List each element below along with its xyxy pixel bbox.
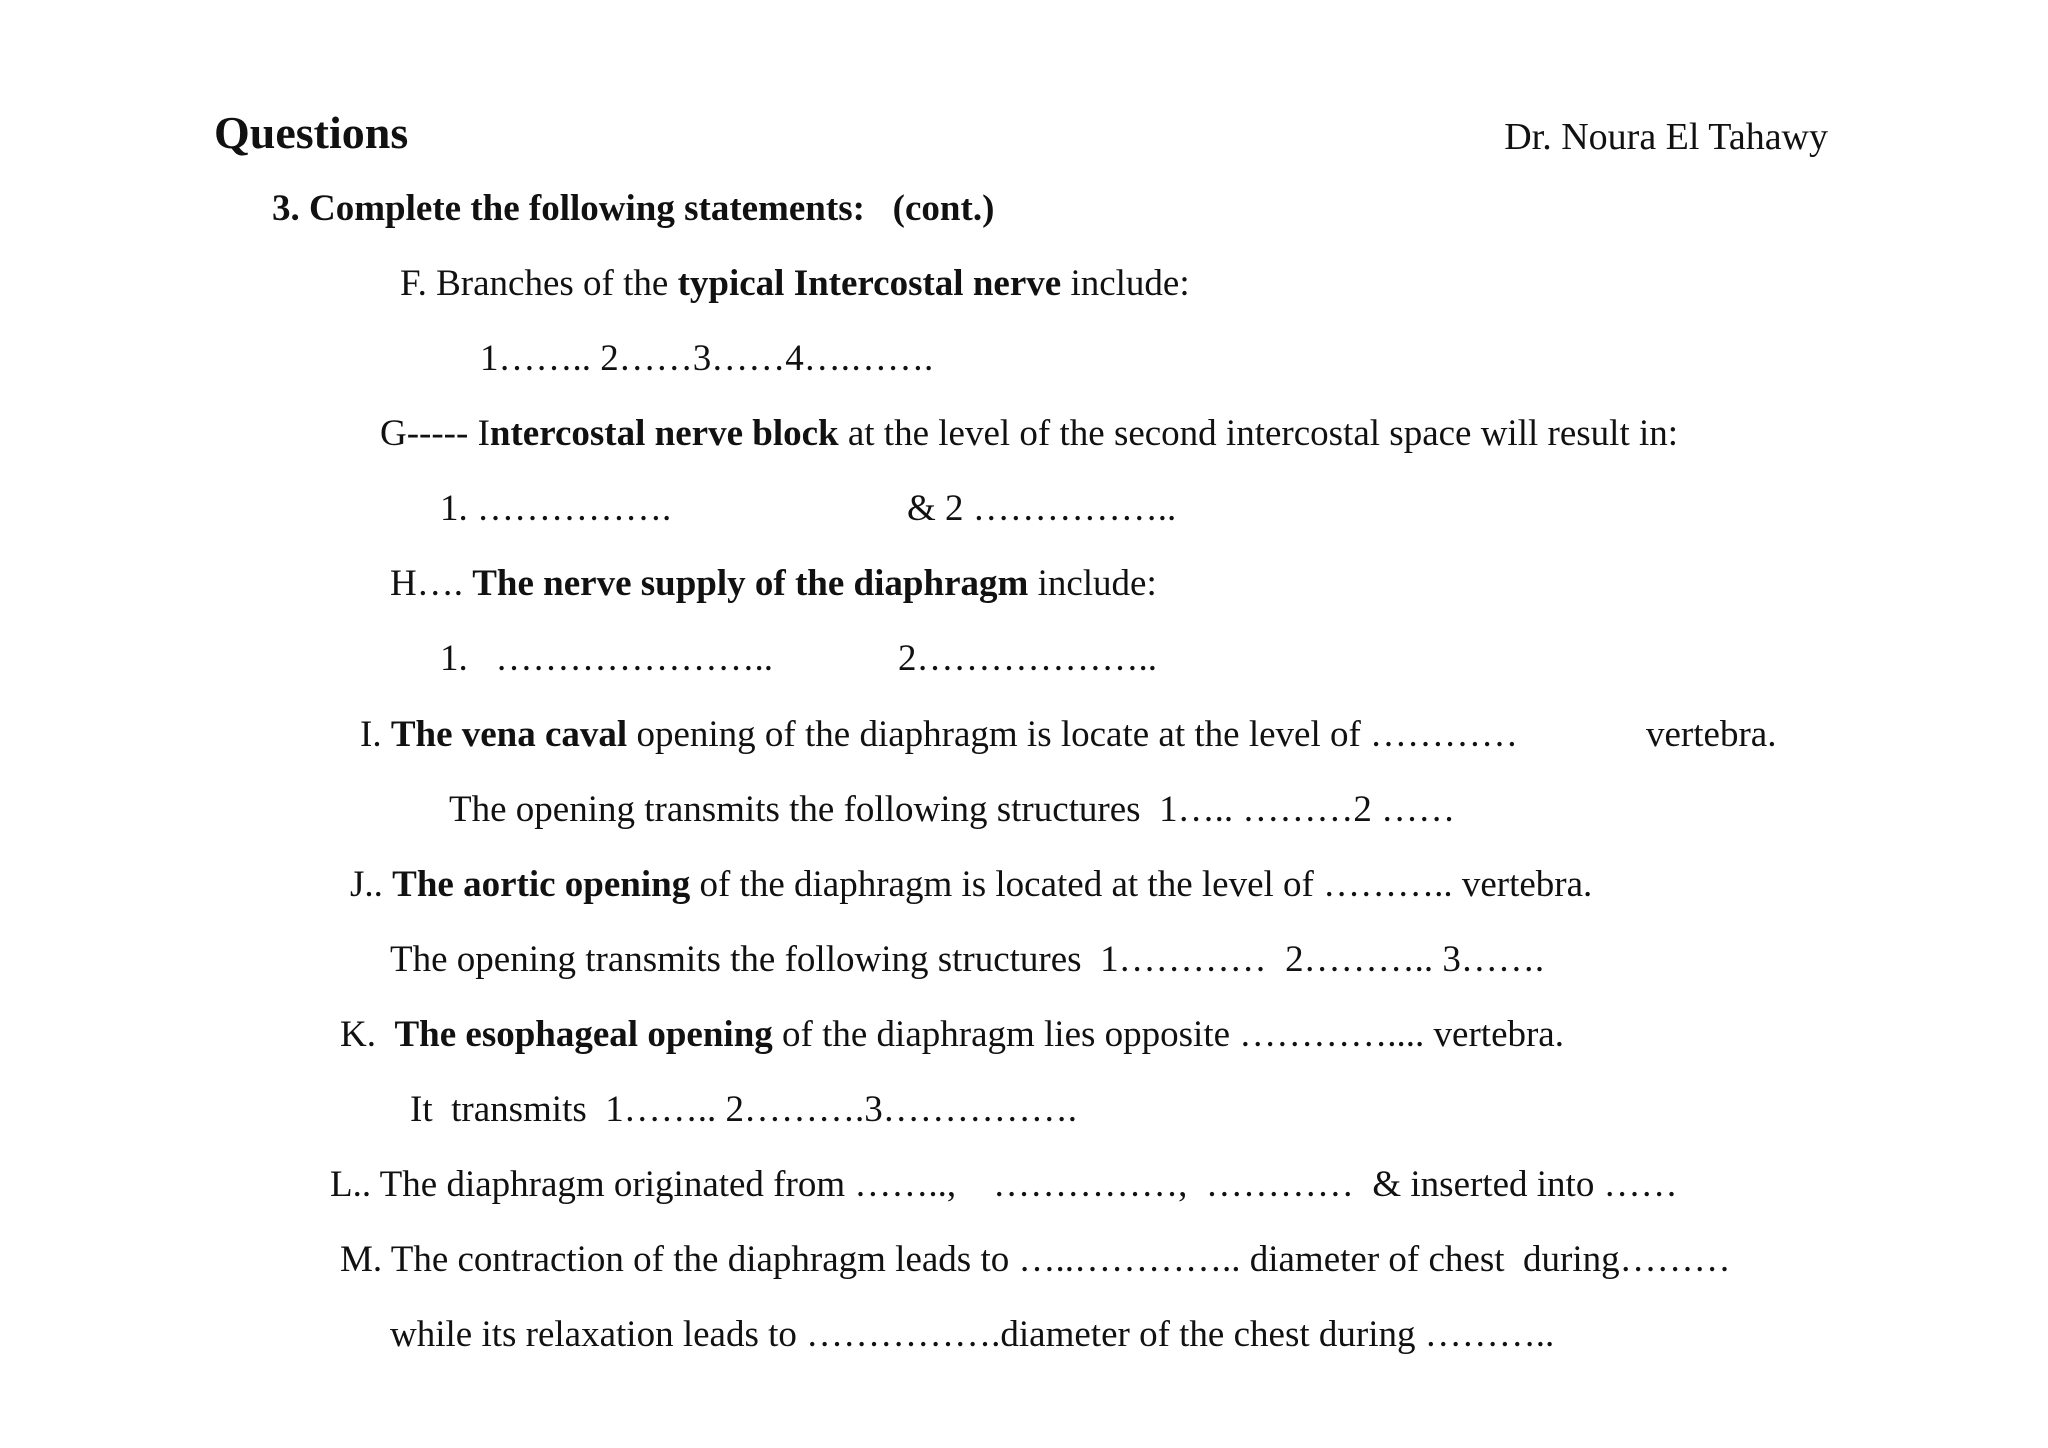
question-j-line-2: The opening transmits the following structures 1………… 2……….. 3……. [390, 939, 1545, 980]
question-k-bold: The esophageal opening [394, 1014, 773, 1055]
question-j-prefix: J.. [350, 864, 393, 905]
question-k-suffix: of the diaphragm lies opposite ………….... vertebra. [772, 1014, 1564, 1055]
question-j-suffix: of the diaphragm is located at the level of ……….. vertebra. [690, 864, 1593, 905]
question-f-prefix: F. Branches of the [400, 263, 678, 304]
question-i-end: vertebra. [1646, 714, 1777, 755]
question-h [390, 565, 1157, 602]
question-k-line-2: It transmits 1…….. 2……….3……………. [410, 1089, 1078, 1130]
question-l: L.. The diaphragm originated from …….., ……………, ………… & inserted into …… [330, 1164, 1678, 1205]
author-name: Dr. Noura El Tahawy [1504, 116, 1828, 158]
question-i-suffix: opening of the diaphragm is locate at the level of ………… [627, 714, 1519, 755]
question-i [360, 716, 1518, 753]
question-m-line-2: while its relaxation leads to …………….diameter of the chest during ……….. [390, 1314, 1555, 1355]
question-i-bold: The vena caval [390, 714, 628, 755]
question-g-blank-1: 1. ……………. [440, 488, 672, 529]
question-f-bold: typical Intercostal nerve [677, 263, 1062, 304]
question-g-prefix: G----- I [380, 413, 490, 454]
question-f-suffix: include: [1061, 263, 1190, 304]
question-m-line-1: M. The contraction of the diaphragm leads to …..………….. diameter of chest during……… [340, 1239, 1731, 1280]
question-k [340, 1016, 1564, 1053]
question-f [400, 265, 1190, 302]
question-g [380, 415, 1678, 452]
section-heading: 3. Complete the following statements: (cont.) [272, 188, 995, 229]
question-h-bold: The nerve supply of the diaphragm [472, 563, 1029, 604]
question-f-blanks: 1…….. 2……3……4….……. [480, 338, 934, 379]
question-i-prefix: I. [360, 714, 391, 755]
question-k-prefix: K. [340, 1014, 395, 1055]
question-g-blank-2: & 2 …………….. [907, 488, 1177, 529]
question-h-blank-1: 1. ………………….. [440, 638, 773, 679]
question-h-prefix: H…. [390, 563, 473, 604]
question-h-suffix: include: [1028, 563, 1157, 604]
question-g-bold: ntercostal nerve block [489, 413, 839, 454]
question-j [350, 866, 1592, 903]
question-j-bold: The aortic opening [392, 864, 691, 905]
question-g-suffix: at the level of the second intercostal space will result in: [838, 413, 1679, 454]
page-title: Questions [214, 107, 409, 158]
question-h-blank-2: 2……………….. [898, 638, 1157, 679]
question-i-line-2: The opening transmits the following structures 1….. ………2 …… [449, 789, 1456, 830]
